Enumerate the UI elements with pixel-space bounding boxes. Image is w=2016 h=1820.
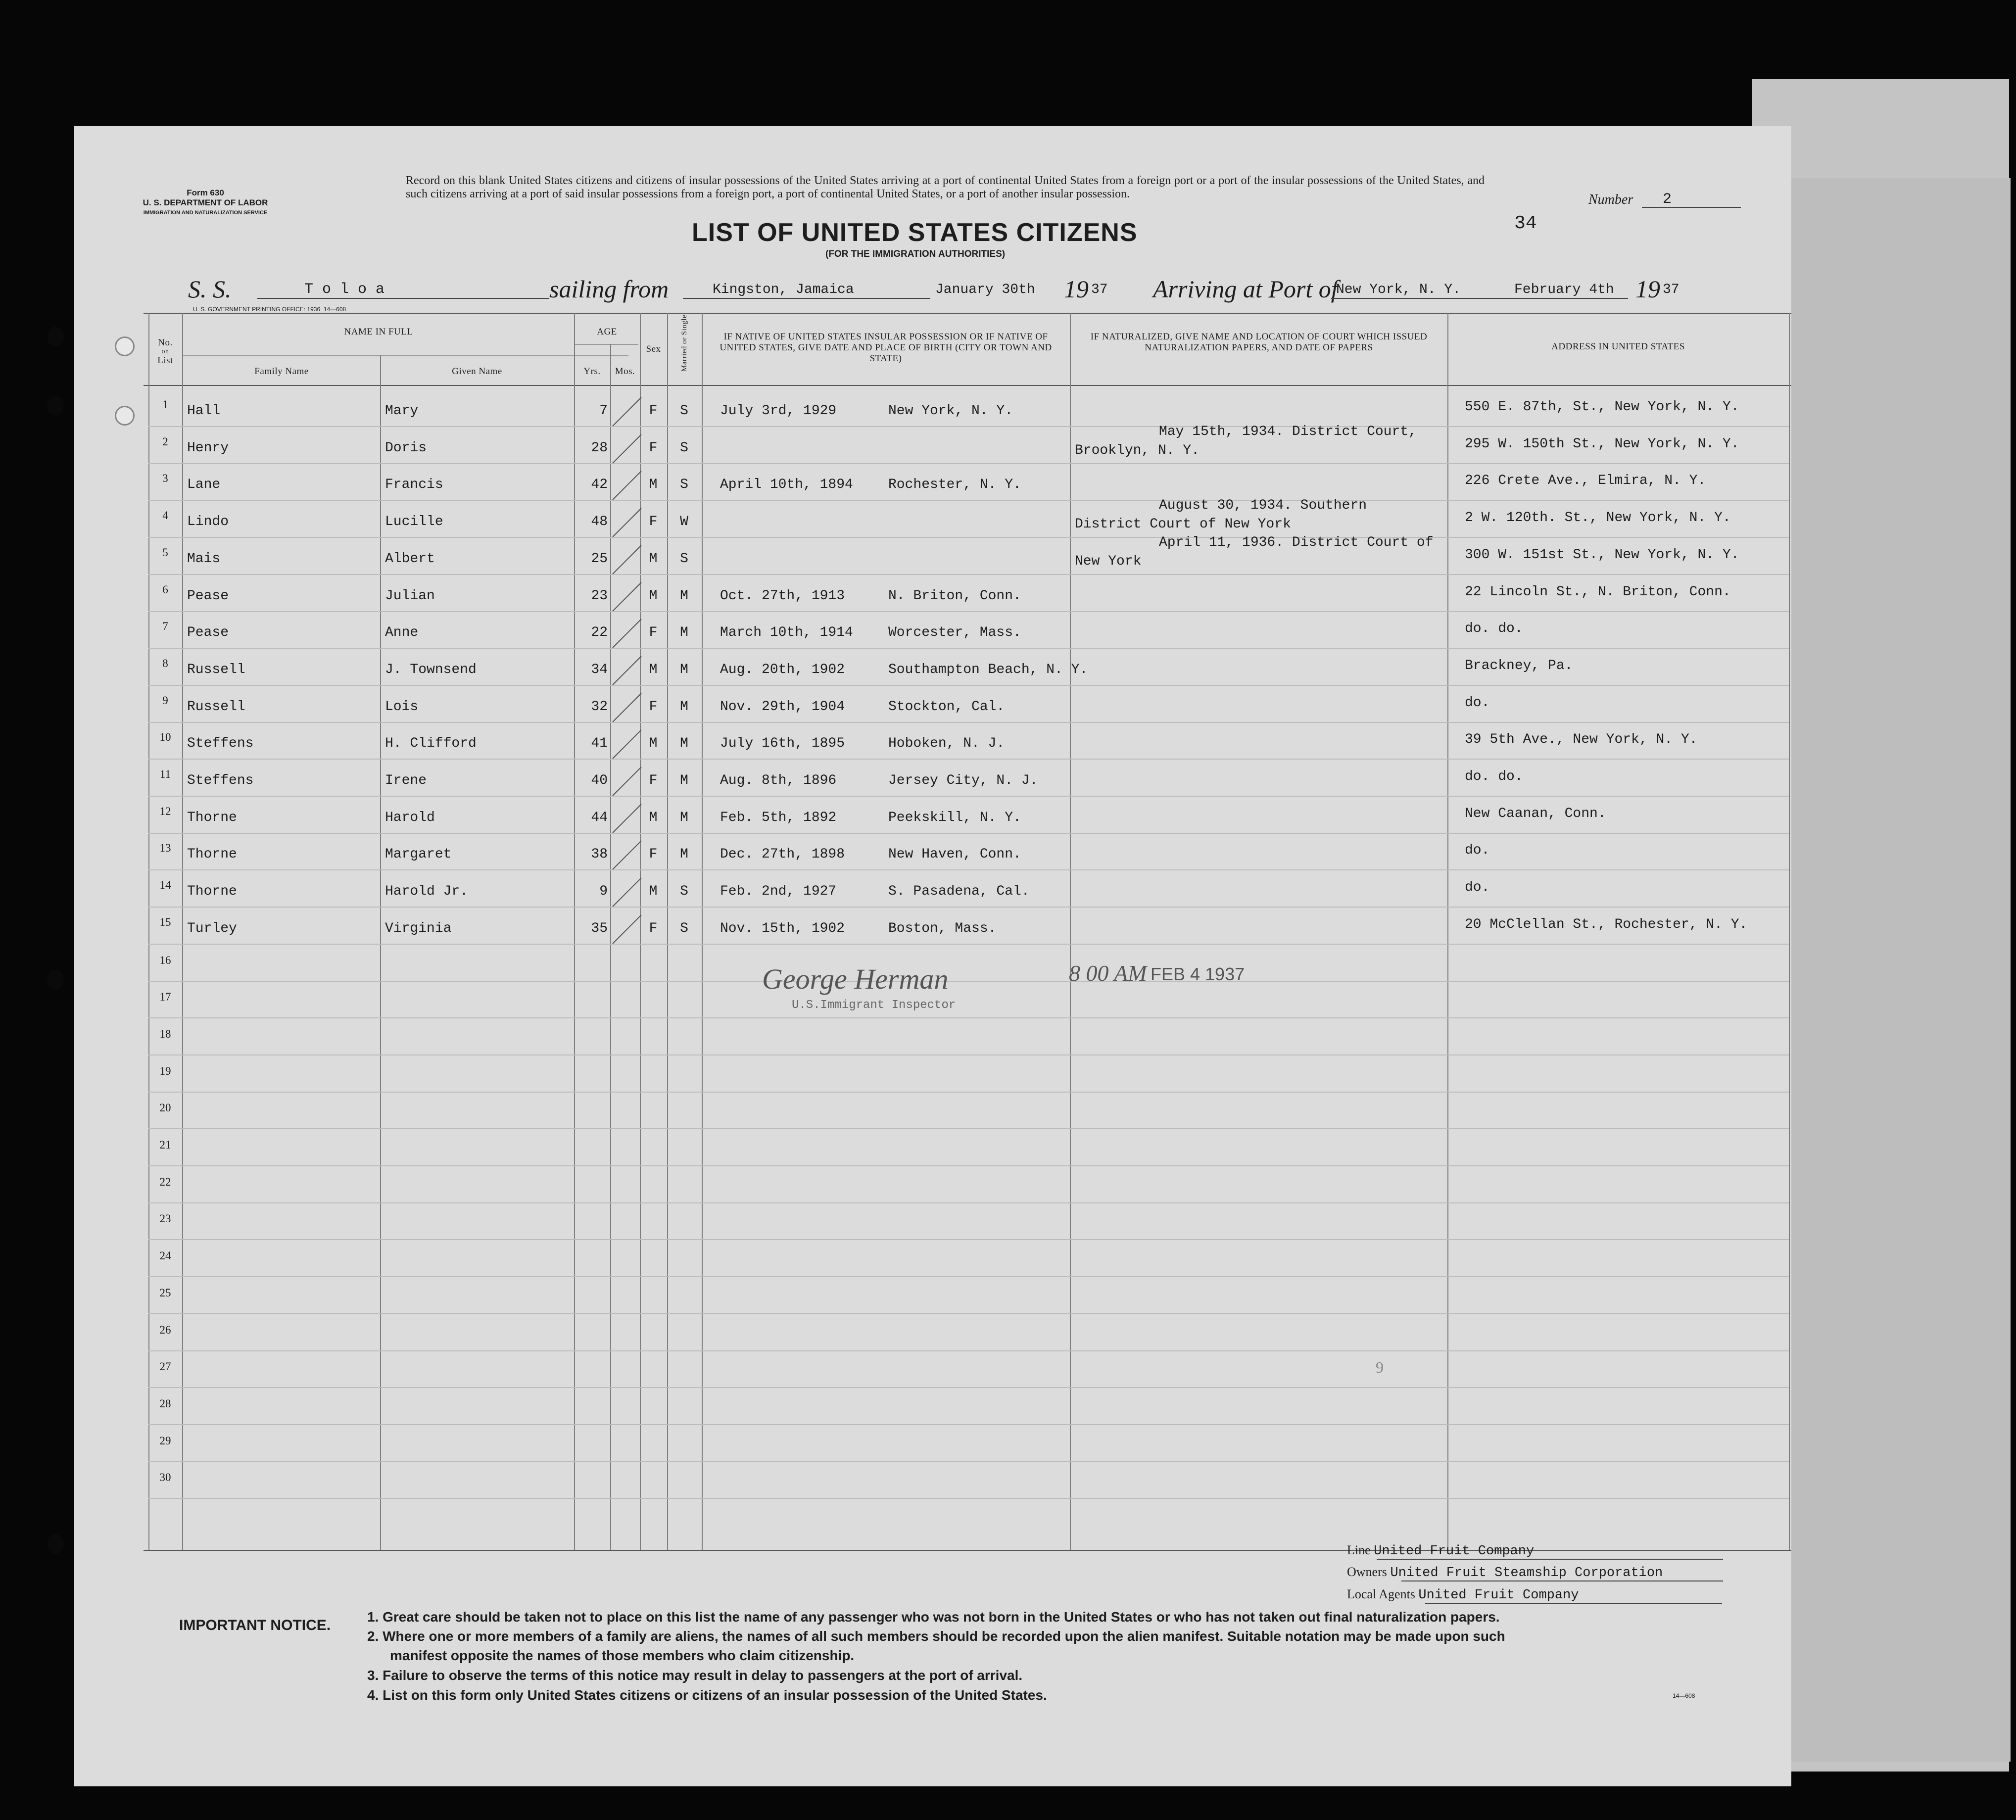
notice-item-4: 4. List on this form only United States citizens or citizens of an insular possession of the United States. [367,1687,1047,1703]
birth-place: Stockton, Cal. [888,699,1005,715]
address: 20 McClellan St., Rochester, N. Y. [1465,916,1748,932]
age-years: 38 [591,847,608,862]
number-value: 2 [1663,191,1672,208]
row-number: 29 [159,1434,171,1447]
table-top-rule [144,313,1791,314]
agents-value: United Fruit Company [1418,1588,1579,1603]
marital-status: S [680,551,688,567]
stamp-date: FEB 4 1937 [1151,964,1245,984]
line-row: Line United Fruit Company [1347,1543,1535,1559]
birth-date: Feb. 2nd, 1927 [720,884,837,900]
row-rule [148,685,1789,686]
stamp-time: 8 00 AM [1069,960,1147,986]
row-number: 23 [159,1212,171,1225]
row-number: 22 [159,1175,171,1188]
row-number: 19 [159,1064,171,1077]
age-years: 25 [591,551,608,567]
marital-status: M [680,847,688,862]
birth-date: Aug. 8th, 1896 [720,773,837,788]
printing-office: U. S. GOVERNMENT PRINTING OFFICE: 1936 14—608 [193,306,346,313]
sex: F [649,773,658,788]
binder-ring-mark [115,336,135,356]
row-rule [148,574,1789,575]
row-rule [148,944,1789,945]
header-naturalized: IF NATURALIZED, GIVE NAME AND LOCATION OF COURT WHICH ISSUED NATURALIZATION PAPERS, AND DATE OF PAPERS [1090,332,1428,353]
binder-ring-mark [115,406,135,426]
sex: F [649,920,658,936]
row-rule [148,500,1789,501]
page-title: LIST OF UNITED STATES CITIZENS [692,218,1138,247]
row-number: 24 [159,1249,171,1262]
check-mark-icon [608,876,647,910]
col-divider [380,355,381,1550]
birth-place: Hoboken, N. J. [888,736,1005,752]
arrival-year: 37 [1663,282,1680,297]
naturalization-details: August 30, 1934. Southern District Court of New York [1075,498,1367,532]
row-number: 17 [159,991,171,1004]
row-rule [148,1276,1789,1277]
birth-date: July 16th, 1895 [720,736,845,752]
row-rule [148,1239,1789,1240]
sex: M [649,551,658,567]
given-name: Francis [385,477,443,493]
given-name: Harold Jr. [385,884,469,900]
given-name: Anne [385,625,419,641]
address: Brackney, Pa. [1465,658,1573,673]
sheet-mark: 34 [1514,213,1537,234]
owners-value: United Fruit Steamship Corporation [1390,1566,1663,1581]
check-mark-icon [608,691,647,726]
birth-date: Oct. 27th, 1913 [720,588,845,604]
birth-date: Aug. 20th, 1902 [720,662,845,677]
check-mark-icon [608,469,647,504]
age-years: 40 [591,773,608,788]
birth-date: March 10th, 1914 [720,625,853,641]
address: 39 5th Ave., New York, N. Y. [1465,732,1698,748]
sex: M [649,736,658,752]
name-subheader-rule [183,355,628,356]
inspector-signature: George Herman [762,963,949,995]
header-bottom-rule [144,385,1791,386]
marital-status: M [680,588,688,604]
birth-place: Southampton Beach, N. Y. [888,662,1088,677]
age-years: 48 [591,514,608,530]
marital-status: S [680,403,688,419]
age-years: 42 [591,477,608,493]
check-mark-icon [608,580,647,615]
notice-item-2: 2. Where one or more members of a family are aliens, the names of all such members should be recorded upon the alien manifest. Suitable notation may be made upon such [367,1628,1505,1644]
birth-place: Boston, Mass. [888,920,997,936]
sex: M [649,884,658,900]
row-rule [148,722,1789,723]
row-rule [148,869,1789,870]
family-name: Mais [187,551,221,567]
sex: F [649,625,658,641]
row-number: 20 [159,1102,171,1114]
naturalization-details: April 11, 1936. District Court of New York [1075,534,1434,569]
sex: M [649,662,658,677]
family-name: Lane [187,477,221,493]
service-name: IMMIGRATION AND NATURALIZATION SERVICE [143,210,268,216]
header-mos: Mos. [615,366,635,377]
row-number: 16 [159,954,171,966]
row-number: 8 [162,657,168,670]
row-rule [148,1092,1789,1093]
row-number: 6 [162,583,168,596]
marital-status: M [680,736,688,752]
marital-status: S [680,920,688,936]
underlying-sheet-edge [1772,178,2011,1762]
address: 2 W. 120th. St., New York, N. Y. [1465,510,1731,526]
header-yrs: Yrs. [583,366,601,377]
col-divider [667,313,668,1550]
row-rule [148,1424,1789,1425]
row-rule [148,1498,1789,1499]
owners-row: Owners United Fruit Steamship Corporation [1347,1565,1663,1581]
birth-place: Rochester, N. Y. [888,477,1021,493]
given-name: Julian [385,588,435,604]
bottom-print-code: 14—608 [1673,1692,1695,1699]
age-years: 22 [591,625,608,641]
age-years: 41 [591,736,608,752]
given-name: Doris [385,440,427,456]
address: 22 Lincoln St., N. Briton, Conn. [1465,584,1731,600]
row-rule [148,537,1789,538]
birth-place: Worcester, Mass. [888,625,1021,641]
age-years: 23 [591,588,608,604]
line-underline [1377,1559,1723,1560]
sex: M [649,477,658,493]
sex: M [649,588,658,604]
marital-status: S [680,440,688,456]
arrival-port: New York, N. Y. [1336,282,1461,297]
family-name: Pease [187,625,229,641]
row-number: 10 [159,731,171,744]
row-number: 3 [162,472,168,485]
notice-heading: IMPORTANT NOTICE. [179,1617,331,1633]
header-address: ADDRESS IN UNITED STATES [1551,341,1685,352]
row-rule [148,907,1789,908]
family-name: Thorne [187,810,237,825]
from-underline [683,298,930,299]
check-mark-icon [608,543,647,578]
given-name: H. Clifford [385,736,477,752]
row-rule [148,1054,1789,1055]
birth-place: Peekskill, N. Y. [888,810,1021,825]
col-divider [1447,313,1448,1550]
naturalization-details: May 15th, 1934. District Court, Brooklyn, N. Y. [1075,424,1417,458]
agents-row: Local Agents United Fruit Company [1347,1587,1579,1603]
row-number: 1 [162,398,168,411]
header-name-in-full: NAME IN FULL [344,327,413,337]
given-name: Lucille [385,514,443,530]
row-rule [148,1202,1789,1203]
age-years: 35 [591,920,608,936]
row-rule [148,463,1789,464]
row-rule [148,1387,1789,1388]
birth-place: Jersey City, N. J. [888,773,1038,788]
header-no-on-list: No. on List [157,337,173,366]
given-name: Margaret [385,847,452,862]
address: do. [1465,695,1490,711]
row-rule [148,981,1789,982]
row-number: 2 [162,435,168,448]
arrival-underline [1331,298,1628,299]
sex: F [649,699,658,715]
age-years: 32 [591,699,608,715]
line-value: United Fruit Company [1374,1544,1535,1559]
row-number: 18 [159,1027,171,1040]
address: 226 Crete Ave., Elmira, N. Y. [1465,473,1706,489]
table-bottom-rule [144,1550,1791,1551]
given-name: Virginia [385,920,452,936]
check-mark-icon [608,728,647,763]
number-underline [1642,207,1741,208]
age-subheader-rule [574,344,638,345]
notice-item-2-cont: manifest opposite the names of those members who claim citizenship. [390,1648,855,1663]
given-name: J. Townsend [385,662,477,677]
record-instructions: Record on this blank United States citizens and citizens of insular possessions of the United States arriving at a port of continental United States from a foreign port or a port of the insular possessions of the United States, and such citizens arriving at a port of said insular possessions from a foreign port, a port of continental United States, or a port of another insular possession. [406,174,1485,200]
family-name: Russell [187,662,245,677]
number-label: Number [1588,192,1633,207]
birth-date: Dec. 27th, 1898 [720,847,845,862]
header-given-name: Given Name [452,366,502,377]
row-number: 26 [159,1323,171,1336]
row-number: 27 [159,1360,171,1373]
row-number: 5 [162,546,168,559]
age-years: 34 [591,662,608,677]
family-name: Thorne [187,847,237,862]
header-sex: Sex [646,344,661,354]
marital-status: M [680,699,688,715]
row-rule [148,426,1789,427]
family-name: Henry [187,440,229,456]
punch-hole [47,396,64,416]
punch-hole [47,327,64,346]
address: do. do. [1465,621,1523,637]
header-married-or-single: Married or Single [680,314,688,372]
sex: F [649,440,658,456]
arriving-label: Arriving at Port of [1153,275,1338,303]
check-mark-icon [608,395,647,430]
header-age: AGE [597,327,617,337]
row-rule [148,648,1789,649]
birth-date: Nov. 29th, 1904 [720,699,845,715]
family-name: Russell [187,699,245,715]
age-years: 9 [599,884,608,900]
marital-status: M [680,810,688,825]
row-rule [148,611,1789,612]
notice-item-3: 3. Failure to observe the terms of this notice may result in delay to passengers at the port of arrival. [367,1668,1023,1683]
birth-date: April 10th, 1894 [720,477,853,493]
family-name: Hall [187,403,221,419]
row-number: 21 [159,1139,171,1151]
age-years: 44 [591,810,608,825]
row-rule [148,1313,1789,1314]
check-mark-icon [608,765,647,800]
agents-underline [1425,1603,1722,1604]
row-number: 9 [162,694,168,707]
row-rule [148,1350,1789,1351]
row-rule [148,796,1789,797]
row-rule [148,1461,1789,1462]
marital-status: S [680,477,688,493]
check-mark-icon [608,802,647,837]
birth-place: New York, N. Y. [888,403,1013,419]
address: 295 W. 150th St., New York, N. Y. [1465,436,1739,452]
given-name: Albert [385,551,435,567]
row-rule [148,1165,1789,1166]
row-number: 13 [159,842,171,855]
age-years: 28 [591,440,608,456]
notice-item-1: 1. Great care should be taken not to place on this list the name of any passenger who was not born in the United States or who has not taken out final naturalization papers. [367,1609,1500,1625]
given-name: Harold [385,810,435,825]
sex: F [649,403,658,419]
check-mark-icon [608,432,647,467]
arrival-date: February 4th [1514,282,1614,297]
address: do. [1465,843,1490,859]
family-name: Steffens [187,736,254,752]
given-name: Irene [385,773,427,788]
row-number: 4 [162,509,168,522]
address: do. do. [1465,769,1523,784]
family-name: Pease [187,588,229,604]
marital-status: W [680,514,688,530]
punch-hole [47,1534,64,1554]
check-mark-icon [608,506,647,541]
sex: M [649,810,658,825]
row-number: 7 [162,620,168,633]
col-divider [702,313,703,1550]
check-mark-icon [608,913,647,948]
check-mark-icon [608,654,647,689]
row-number: 15 [159,915,171,928]
sex: F [649,847,658,862]
form-block [124,188,287,218]
family-name: Turley [187,920,237,936]
department-name: U. S. DEPARTMENT OF LABOR [143,198,268,207]
check-mark-icon [608,839,647,873]
row-number: 14 [159,879,171,892]
header-native: IF NATIVE OF UNITED STATES INSULAR POSSESSION OR IF NATIVE OF UNITED STATES, GIVE DATE AND PLACE OF BIRTH (CITY OR TOWN AND STATE) [720,332,1052,364]
page-subtitle: (FOR THE IMMIGRATION AUTHORITIES) [825,249,1006,259]
row-number: 25 [159,1286,171,1299]
birth-date: Feb. 5th, 1892 [720,810,837,825]
marital-status: M [680,625,688,641]
row-number: 12 [159,805,171,817]
year-prefix-2: 19 [1635,275,1660,303]
ship-name: T o l o a [304,281,385,298]
given-name: Mary [385,403,419,419]
given-name: Lois [385,699,419,715]
row-rule [148,1128,1789,1129]
birth-place: N. Briton, Conn. [888,588,1021,604]
ss-label: S. S. [188,275,232,303]
page-mark: 9 [1376,1358,1384,1376]
ship-underline [257,298,549,299]
year-prefix: 19 [1064,275,1089,303]
family-name: Thorne [187,884,237,900]
col-divider [182,313,183,1550]
marital-status: M [680,662,688,677]
sailing-label: sailing from [549,275,669,303]
from-port: Kingston, Jamaica [713,282,854,297]
address: 550 E. 87th, St., New York, N. Y. [1465,399,1739,415]
marital-status: M [680,773,688,788]
inspector-title: U.S.Immigrant Inspector [792,999,956,1012]
address: New Caanan, Conn. [1465,806,1606,821]
family-name: Lindo [187,514,229,530]
age-years: 7 [599,403,608,419]
birth-place: S. Pasadena, Cal. [888,884,1030,900]
sex: F [649,514,658,530]
row-rule [148,833,1789,834]
row-rule [148,1017,1789,1018]
row-number: 30 [159,1471,171,1484]
form-number: Form 630 [187,188,224,197]
punch-hole [47,970,64,990]
header-family-name: Family Name [254,366,309,377]
row-number: 28 [159,1397,171,1410]
address: do. [1465,880,1490,896]
marital-status: S [680,884,688,900]
birth-place: New Haven, Conn. [888,847,1021,862]
check-mark-icon [608,617,647,652]
row-rule [148,759,1789,760]
row-number: 11 [159,768,171,780]
family-name: Steffens [187,773,254,788]
birth-date: Nov. 15th, 1902 [720,920,845,936]
departure-date: January 30th [935,282,1035,297]
departure-year: 37 [1091,282,1108,297]
birth-date: July 3rd, 1929 [720,403,837,419]
address: 300 W. 151st St., New York, N. Y. [1465,547,1739,563]
